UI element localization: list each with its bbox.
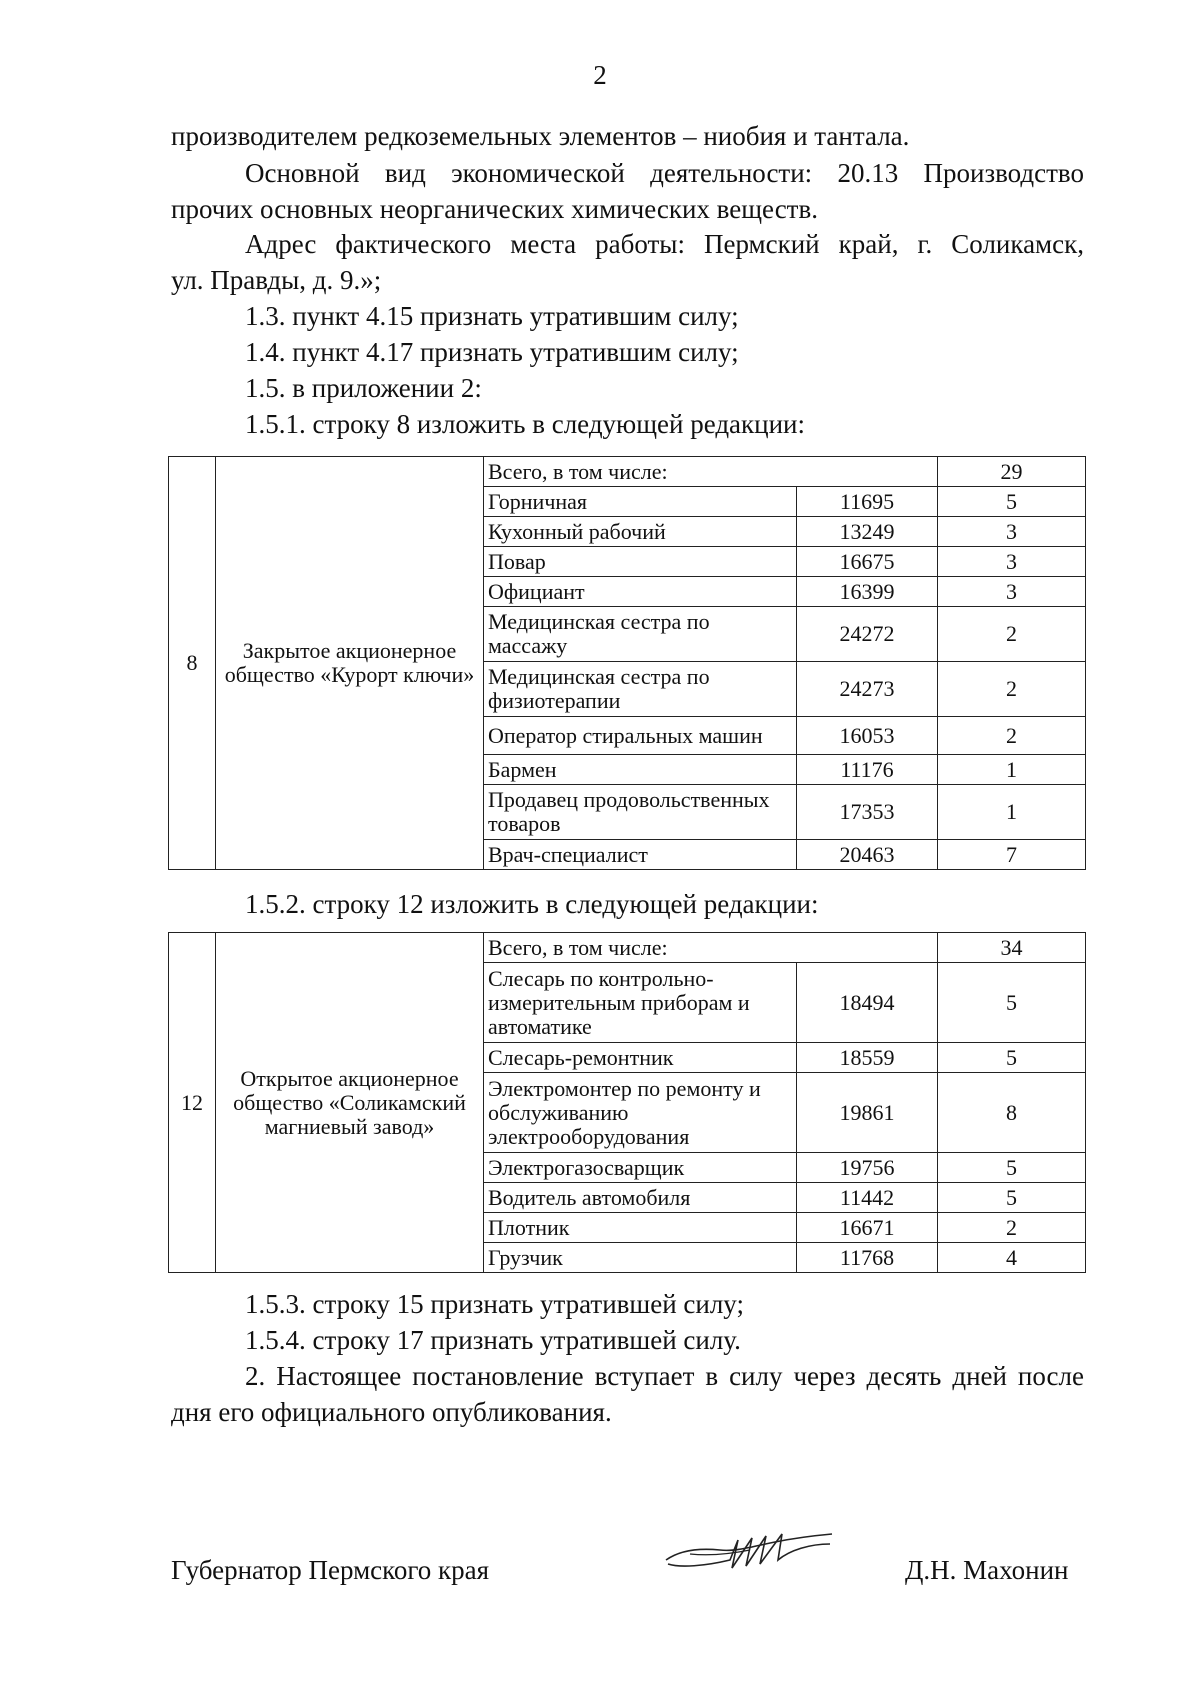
table12-code: 18559 [797, 1043, 938, 1073]
table8-code: 11695 [797, 487, 938, 517]
item-1-5-4: 1.5.4. строку 17 признать утратившей силу. [245, 1325, 741, 1355]
paragraph-2-line-2: прочих основных неорганических химических веществ. [171, 194, 818, 224]
table8-code: 17353 [797, 785, 938, 840]
item-1-3: 1.3. пункт 4.15 признать утратившим силу; [245, 301, 739, 331]
item-1-5-1: 1.5.1. строку 8 изложить в следующей редакции: [245, 409, 806, 439]
paragraph-3-line-1: Адрес фактического места работы: Пермский край, г. Соликамск, [245, 229, 1084, 259]
table12-code: 18494 [797, 963, 938, 1043]
table12-row-number: 12 [169, 933, 216, 1273]
table12-profession: Плотник [484, 1213, 797, 1243]
table12-code: 11768 [797, 1243, 938, 1273]
table12-profession: Водитель автомобиля [484, 1183, 797, 1213]
table8-profession: Официант [484, 577, 797, 607]
table12-code: 16671 [797, 1213, 938, 1243]
table8-profession: Врач-специалист [484, 840, 797, 870]
table8-profession: Бармен [484, 755, 797, 785]
signatory-title: Губернатор Пермского края [171, 1555, 490, 1585]
paragraph-2-line-1: Основной вид экономической деятельности: 20.13 Производство [245, 158, 1084, 188]
table8-total-label: Всего, в том числе: [484, 457, 938, 487]
table12-profession: Электромонтер по ремонту и обслуживанию электрооборудования [484, 1073, 797, 1153]
paragraph-1: производителем редкоземельных элементов – ниобия и тантала. [171, 121, 910, 151]
table12-profession: Грузчик [484, 1243, 797, 1273]
table8-code: 13249 [797, 517, 938, 547]
table8-count: 3 [938, 517, 1086, 547]
table12-count: 2 [938, 1213, 1086, 1243]
table12-total-label: Всего, в том числе: [484, 933, 938, 963]
item-1-5-2: 1.5.2. строку 12 изложить в следующей редакции: [245, 889, 819, 919]
table12-organization: Открытое акционерное общество «Соликамский магниевый завод» [216, 933, 484, 1273]
table8-code: 16675 [797, 547, 938, 577]
table12-profession: Слесарь-ремонтник [484, 1043, 797, 1073]
table8-code: 24273 [797, 662, 938, 717]
table8-count: 1 [938, 785, 1086, 840]
table8-total: 29 [938, 457, 1086, 487]
table8-organization: Закрытое акционерное общество «Курорт ключи» [216, 457, 484, 870]
table8-profession: Медицинская сестра по физиотерапии [484, 662, 797, 717]
table12-code: 11442 [797, 1183, 938, 1213]
table8-count: 5 [938, 487, 1086, 517]
table8-profession: Продавец продовольственных товаров [484, 785, 797, 840]
table8-code: 16399 [797, 577, 938, 607]
table8-profession: Кухонный рабочий [484, 517, 797, 547]
handwritten-signature [660, 1520, 840, 1580]
table12-count: 4 [938, 1243, 1086, 1273]
table-row-12 [168, 932, 1086, 1273]
paragraph-3-line-2: ул. Правды, д. 9.»; [171, 265, 382, 295]
table8-code: 11176 [797, 755, 938, 785]
table8-profession: Горничная [484, 487, 797, 517]
table8-count: 7 [938, 840, 1086, 870]
table8-count: 2 [938, 717, 1086, 755]
page-number: 2 [593, 60, 607, 90]
table12-total: 34 [938, 933, 1086, 963]
table8-row-number: 8 [169, 457, 216, 870]
table8-code: 20463 [797, 840, 938, 870]
item-1-4: 1.4. пункт 4.17 признать утратившим силу; [245, 337, 739, 367]
table12-count: 5 [938, 963, 1086, 1043]
table12-count: 5 [938, 1153, 1086, 1183]
table12-count: 5 [938, 1183, 1086, 1213]
item-1-5-3: 1.5.3. строку 15 признать утратившей силу; [245, 1289, 744, 1319]
table12-code: 19756 [797, 1153, 938, 1183]
final-paragraph-line-2: дня его официального опубликования. [171, 1397, 612, 1427]
table12-profession: Электрогазосварщик [484, 1153, 797, 1183]
table12-profession: Слесарь по контрольно-измерительным приборам и автоматике [484, 963, 797, 1043]
table8-profession: Повар [484, 547, 797, 577]
table8-count: 3 [938, 547, 1086, 577]
table8-code: 24272 [797, 607, 938, 662]
signatory-name: Д.Н. Махонин [905, 1555, 1069, 1585]
table8-count: 2 [938, 662, 1086, 717]
table12-count: 8 [938, 1073, 1086, 1153]
table-row-8 [168, 456, 1086, 870]
final-paragraph-line-1: 2. Настоящее постановление вступает в силу через десять дней после [245, 1361, 1084, 1391]
table8-profession: Медицинская сестра по массажу [484, 607, 797, 662]
table8-count: 2 [938, 607, 1086, 662]
table12-code: 19861 [797, 1073, 938, 1153]
table8-code: 16053 [797, 717, 938, 755]
table8-count: 3 [938, 577, 1086, 607]
table8-count: 1 [938, 755, 1086, 785]
table8-profession: Оператор стиральных машин [484, 717, 797, 755]
item-1-5: 1.5. в приложении 2: [245, 373, 482, 403]
table12-count: 5 [938, 1043, 1086, 1073]
